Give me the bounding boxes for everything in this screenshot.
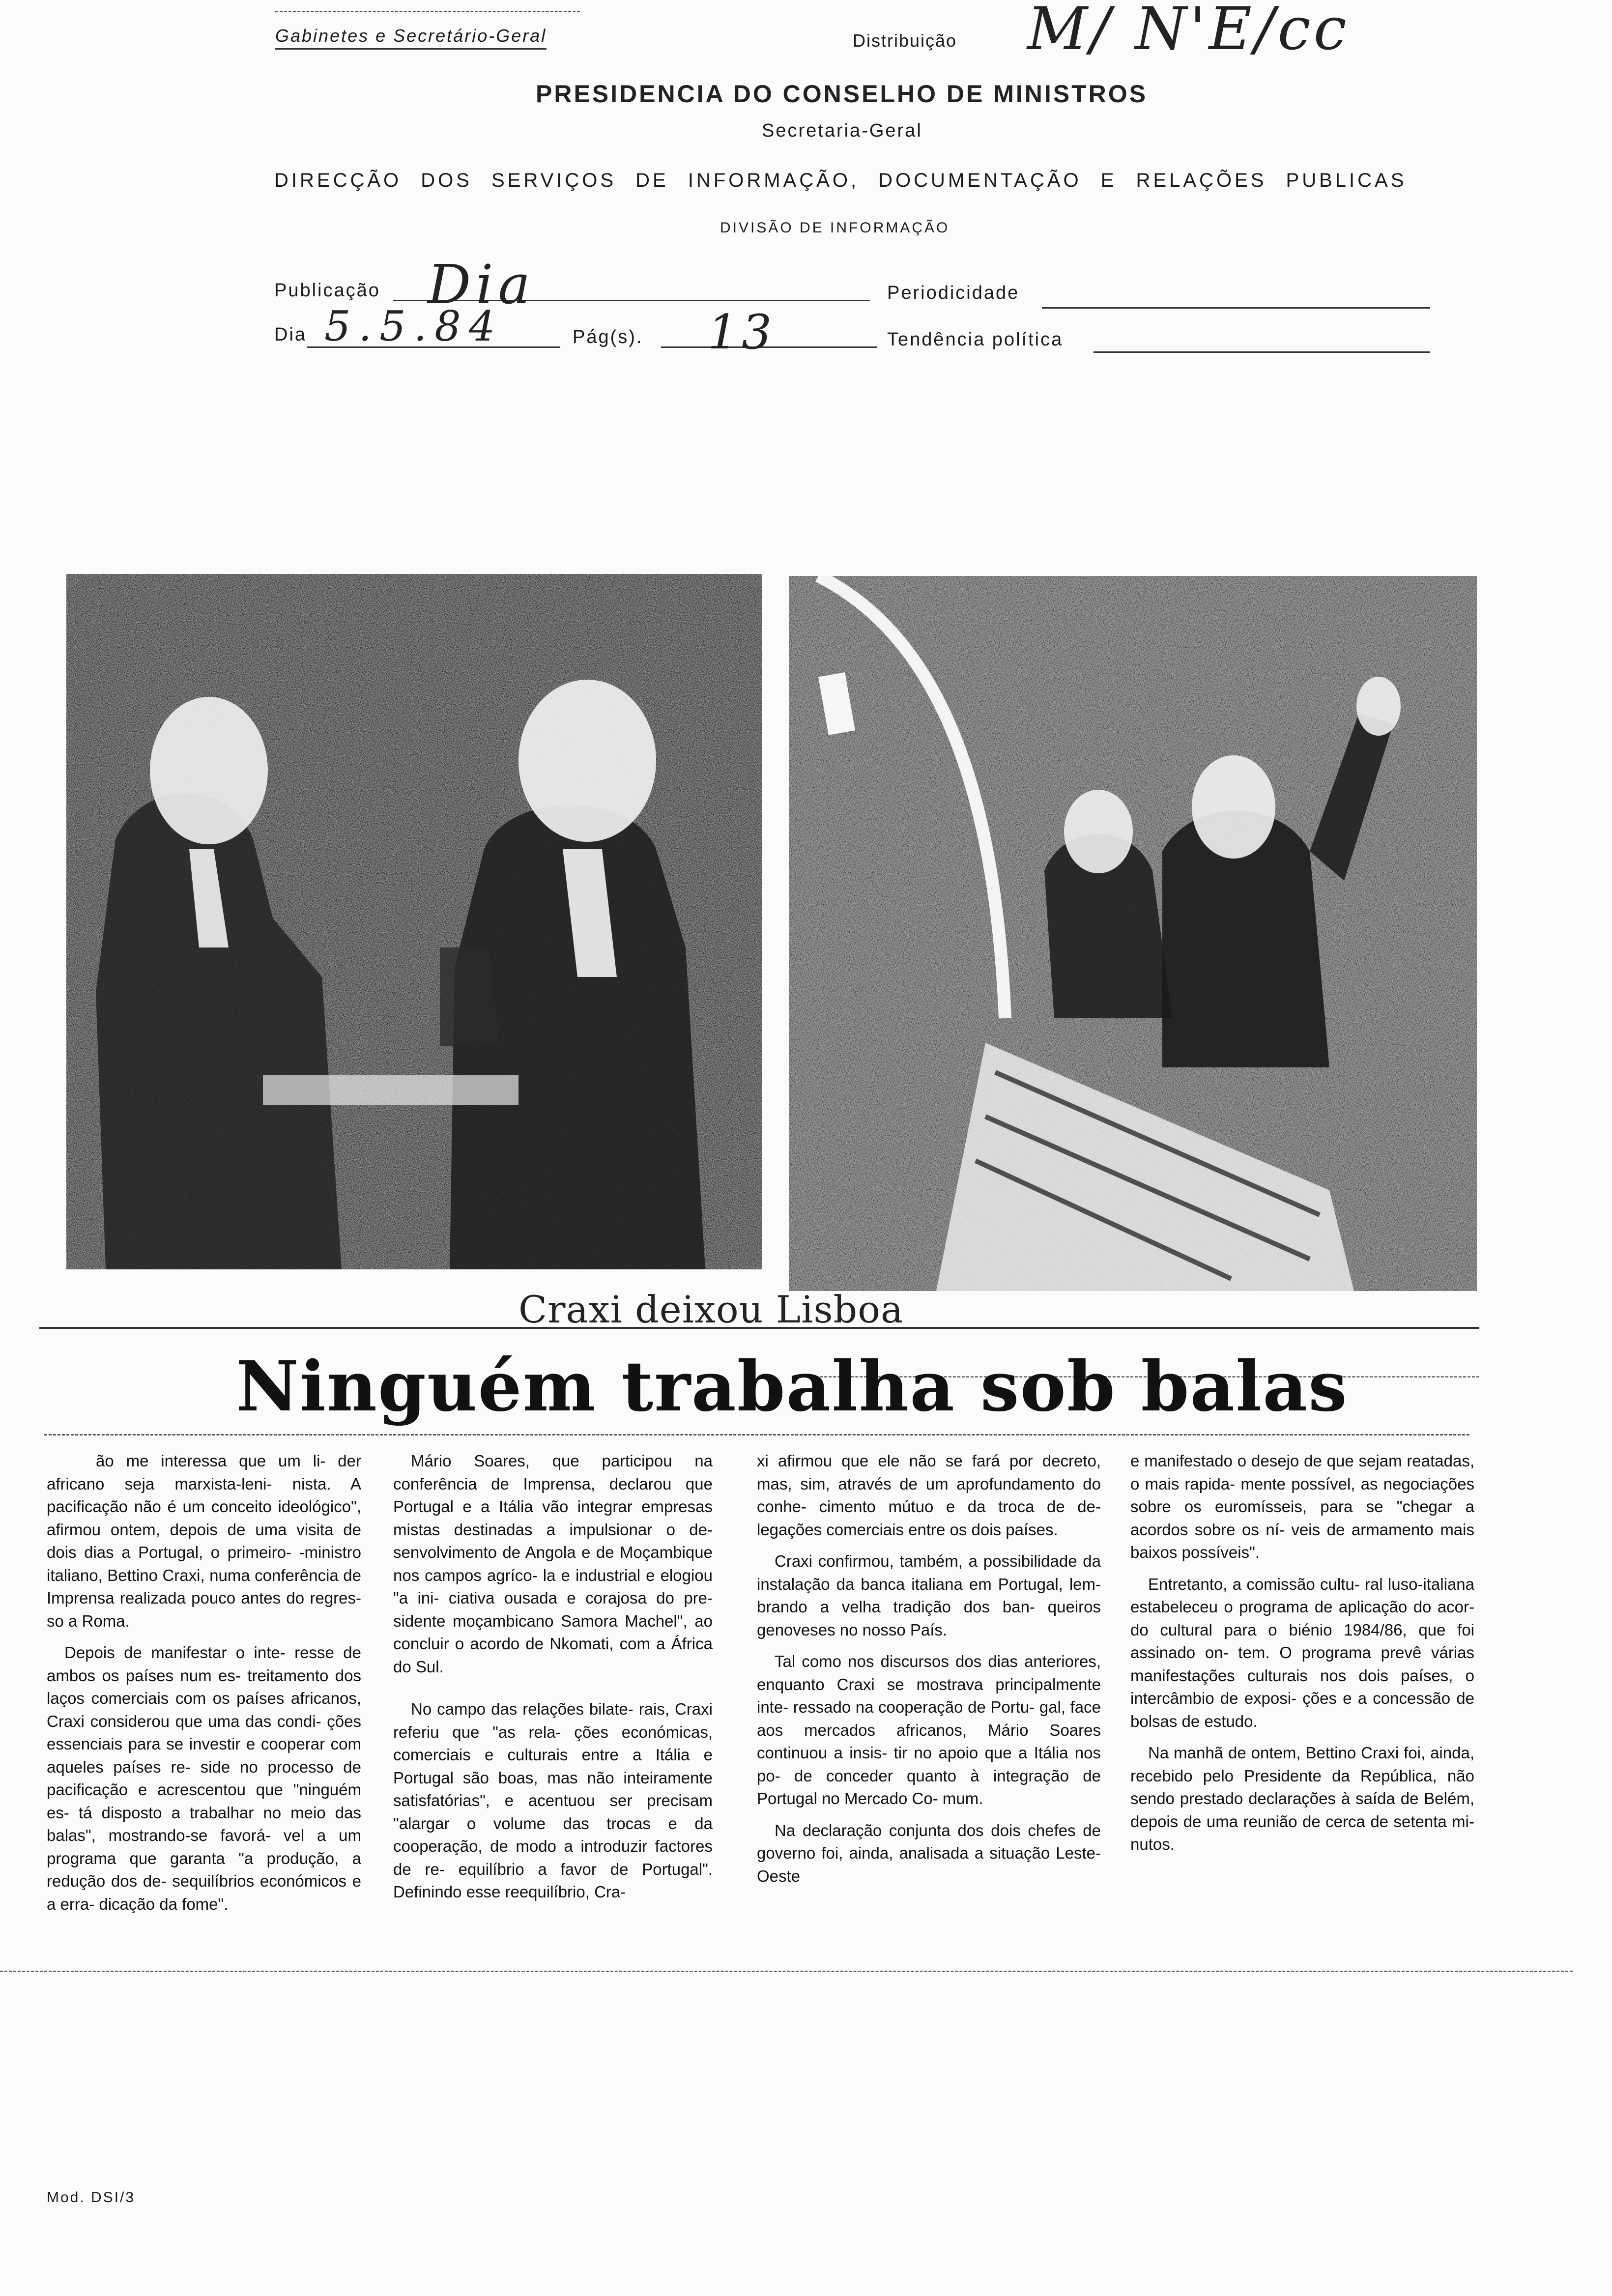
column-paragraph: ão me interessa que um li- der africano seja marxista-leni- nista. A pacificação não é um conceito ideológico", afirmou ontem, depois de uma visita de dois dias a Portugal, o primeiro- -ministro italiano, Bettino Craxi, numa conferência de Imprensa realizada pouco antes do regres- so a Roma.	[47, 1452, 361, 1630]
column-paragraph: xi afirmou que ele não se fará por decreto, mas, sim, através de um aprofundamento do conhe- cimento mútuo e da troca de de- legações comerciais entre os dois países.	[757, 1452, 1101, 1539]
publication-label: Publicação	[274, 280, 380, 301]
article-column-3	[757, 1450, 1101, 1896]
distribution-handwritten: M/ N'E/cc	[1027, 0, 1350, 63]
org-title: PRESIDENCIA DO CONSELHO DE MINISTROS	[536, 80, 1148, 108]
photo-craxi-soares	[66, 574, 762, 1269]
pages-label: Pág(s).	[573, 327, 643, 347]
directorate-line: DIRECÇÃO DOS SERVIÇOS DE INFORMAÇÃO, DOCUMENTAÇÃO E RELAÇÕES PUBLICAS	[274, 170, 1407, 191]
column-paragraph: Craxi confirmou, também, a possibilidade da instalação da banca italiana em Portugal, lem- brando a velha tradição dos ban- queiros genoveses no nosso País.	[757, 1552, 1101, 1639]
column-rule-1	[44, 1434, 1469, 1435]
article-column-1	[47, 1450, 361, 1924]
column-paragraph: No campo das relações bilate- rais, Craxi referiu que "as rela- ções económicas, comerciais e culturais entre a Itália e Portugal são boas, mas não inteiramente satisfatórias", e acentuou ser precisam "alargar o volume das trocas e da cooperação, de modo a introduzir factores de re- equilíbrio a favor de Portugal". Definindo esse reequilíbrio, Cra-	[393, 1700, 713, 1901]
article-headline: Ninguém trabalha sob balas	[236, 1347, 1348, 1427]
article-kicker: Craxi deixou Lisboa	[518, 1288, 904, 1331]
tendency-label: Tendência política	[887, 329, 1064, 350]
periodicity-label: Periodicidade	[887, 283, 1020, 303]
column-paragraph: Depois de manifestar o inte- resse de ambos os países num es- treitamento dos laços comerciais com os países africanos, Craxi considerou que uma das condi- ções essenciais para se investir e cooperar com aqueles países re- side no processo de pacificação e acrescentou que "ninguém es- tá disposto a trabalhar no meio das balas", mostrando-se favorá- vel a um programa que garanta "a produção, a redução dos de- sequilíbrios económicos e a erra- dicação da fome".	[47, 1643, 361, 1913]
article-column-4	[1130, 1450, 1474, 1865]
day-handwritten: 5.5.84	[324, 302, 503, 350]
column-paragraph: Mário Soares, que participou na conferência de Imprensa, declarou que Portugal e a Itália vão integrar empresas mistas destinadas a impulsionar o de- senvolvimento de Angola e de Moçambique nos campos agríco- la e industrial e elogiou "a ini- ciativa ousada e corajosa do pre- sidente moçambicano Samora Machel", ao concluir o acordo de Nkomati, com a África do Sul.	[393, 1452, 713, 1676]
distribution-label: Distribuição	[853, 30, 957, 51]
column-paragraph: Na manhã de ontem, Bettino Craxi foi, ainda, recebido pelo Presidente da República, não sendo prestado declarações à saída de Belém, depois de uma reunião de cerca de setenta mi- nutos.	[1130, 1744, 1474, 1853]
day-label: Dia	[274, 324, 307, 345]
header-top-rule	[275, 11, 580, 12]
bottom-rule	[0, 1971, 1573, 1972]
photo-craxi-departure	[789, 576, 1477, 1291]
article-column-2	[393, 1450, 713, 1913]
column-paragraph: Na declaração conjunta dos dois chefes de governo foi, ainda, analisada a situação Leste-Oeste	[757, 1821, 1101, 1885]
department-label: Gabinetes e Secretário-Geral	[275, 26, 547, 50]
pages-handwritten: 13	[708, 305, 776, 360]
periodicity-line	[1042, 307, 1430, 309]
kicker-rule	[39, 1327, 1479, 1329]
tendency-line	[1094, 351, 1430, 353]
form-code: Mod. DSI/3	[47, 2189, 136, 2206]
publication-handwritten: Dia	[428, 253, 535, 316]
column-paragraph: Entretanto, a comissão cultu- ral luso-italiana estabeleceu o programa de aplicação do acor- do cultural para o biénio 1984/86, que foi assinado on- tem. O programa prevê várias manifestações culturais nos dois países, o intercâmbio de exposi- ções e a concessão de bolsas de estudo.	[1130, 1575, 1474, 1730]
column-paragraph: e manifestado o desejo de que sejam reatadas, o mais rapida- mente possível, as negociações sobre os euromísseis, para se "chegar a acordos sobre os ní- veis de armamento mais baixos possíveis".	[1130, 1452, 1474, 1561]
org-subtitle: Secretaria-Geral	[762, 120, 922, 141]
column-paragraph: Tal como nos discursos dos dias anteriores, enquanto Craxi se mostrava principalmente inte- ressado na cooperação de Portu- gal, face aos mercados africanos, Mário Soares continuou a insis- tir no apoio que a Itália nos po- de conceder quanto à integração de Portugal no Mercado Co- mum.	[757, 1652, 1101, 1808]
division-line: DIVISÃO DE INFORMAÇÃO	[720, 220, 950, 236]
